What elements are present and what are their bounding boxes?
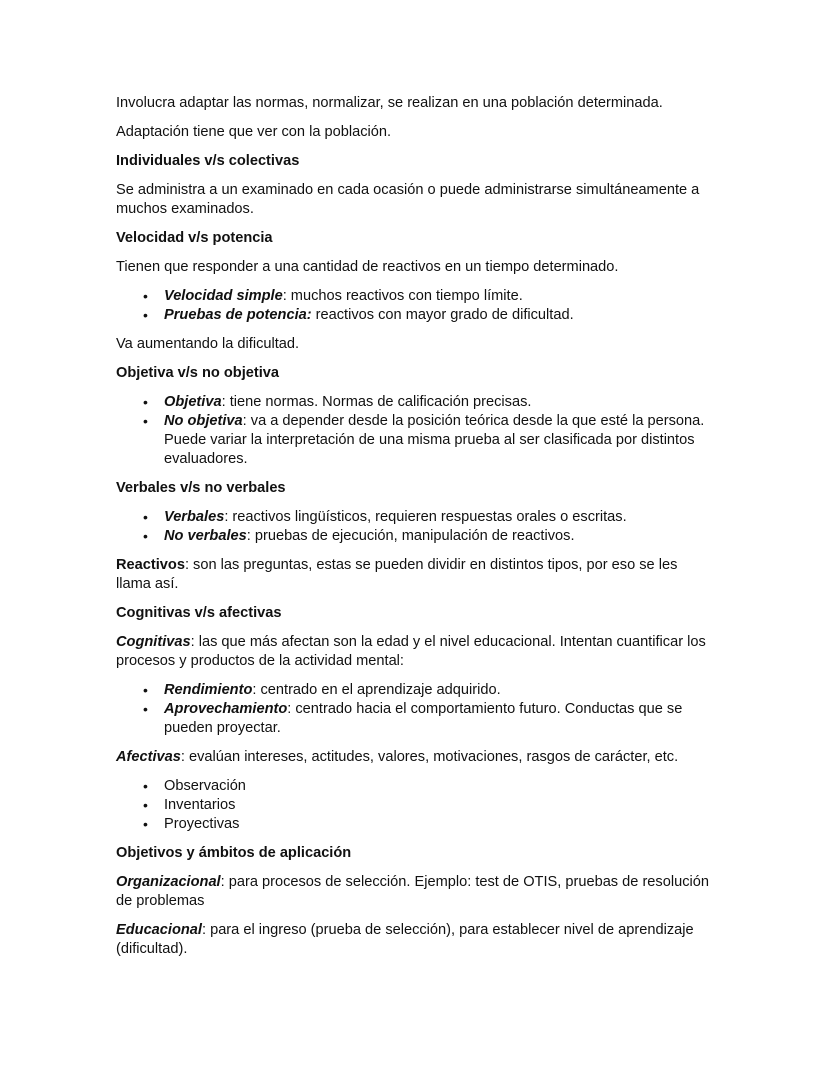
section-heading: Verbales v/s no verbales [116, 480, 286, 496]
paragraph: Adaptación tiene que ver con la población. [116, 124, 392, 140]
description: tiene normas. Normas de calificación precisas. [229, 394, 532, 410]
paragraph [116, 921, 716, 959]
list-item [164, 508, 716, 527]
separator: : [246, 528, 255, 544]
paragraph: Se administra a un examinado en cada ocasión o puede administrarse simultáneamente a muchos examinados. [116, 182, 700, 217]
description: centrado hacia el comportamiento futuro. Conductas que se pueden proyectar. [164, 701, 683, 736]
list-item [164, 306, 716, 325]
term: Cognitivas [116, 634, 191, 650]
description: : evalúan intereses, actitudes, valores, motivaciones, rasgos de carácter, etc. [180, 749, 679, 765]
list-item: • Observación [164, 777, 716, 796]
list-item [164, 287, 716, 306]
separator: : [282, 288, 291, 304]
document-page [116, 94, 716, 969]
term: Rendimiento [164, 682, 253, 698]
section-heading: Objetivos y ámbitos de aplicación [116, 845, 352, 861]
description: : las que más afectan son la edad y el nivel educacional. Intentan cuantificar los procesos y productos de la actividad mental: [116, 634, 706, 669]
description: muchos reactivos con tiempo límite. [290, 288, 523, 304]
paragraph: Involucra adaptar las normas, normalizar, se realizan en una población determinada. [116, 95, 663, 111]
paragraph [116, 748, 716, 767]
list-item [164, 412, 716, 469]
list-item: • Proyectivas [164, 815, 716, 834]
separator: : [221, 394, 230, 410]
term: Objetiva [164, 394, 222, 410]
description: centrado en el aprendizaje adquirido. [260, 682, 501, 698]
description: va a depender desde la posición teórica desde la que esté la persona. Puede variar la interpretación de una misma prueba al ser clasificada por distintos evaluadores. [164, 413, 705, 467]
list-item: • Inventarios [164, 796, 716, 815]
description: : para procesos de selección. Ejemplo: test de OTIS, pruebas de resolución de problemas [116, 874, 709, 909]
paragraph: Tienen que responder a una cantidad de reactivos en un tiempo determinado. [116, 259, 619, 275]
bullet-list [116, 393, 716, 469]
term: Reactivos [116, 557, 185, 573]
paragraph [116, 873, 716, 911]
term: Organizacional [116, 874, 221, 890]
description: reactivos lingüísticos, requieren respuestas orales o escritas. [232, 509, 627, 525]
separator: : [224, 509, 233, 525]
term: Velocidad simple [164, 288, 283, 304]
separator: : [287, 701, 296, 717]
list-item [164, 681, 716, 700]
section-heading: Velocidad v/s potencia [116, 230, 273, 246]
list-item [164, 527, 716, 546]
term: Pruebas de potencia: [164, 307, 312, 323]
paragraph [116, 556, 716, 594]
paragraph [116, 633, 716, 671]
term: Afectivas [116, 749, 181, 765]
list-item [164, 700, 716, 738]
description: : para el ingreso (prueba de selección), para establecer nivel de aprendizaje (dificultad). [116, 922, 694, 957]
section-heading: Cognitivas v/s afectivas [116, 605, 282, 621]
separator: : [242, 413, 251, 429]
description: reactivos con mayor grado de dificultad. [315, 307, 574, 323]
section-heading: Objetiva v/s no objetiva [116, 365, 280, 381]
bullet-list [116, 681, 716, 738]
section-heading: Individuales v/s colectivas [116, 153, 300, 169]
term: Aprovechamiento [164, 701, 288, 717]
term: Verbales [164, 509, 225, 525]
description: pruebas de ejecución, manipulación de reactivos. [254, 528, 575, 544]
separator: : [252, 682, 261, 698]
paragraph: Va aumentando la dificultad. [116, 336, 300, 352]
bullet-list [116, 777, 716, 834]
list-item [164, 393, 716, 412]
bullet-list [116, 287, 716, 325]
term: No objetiva [164, 413, 243, 429]
bullet-list [116, 508, 716, 546]
description: : son las preguntas, estas se pueden dividir en distintos tipos, por eso se les llama así. [116, 557, 678, 592]
term: Educacional [116, 922, 202, 938]
term: No verbales [164, 528, 247, 544]
